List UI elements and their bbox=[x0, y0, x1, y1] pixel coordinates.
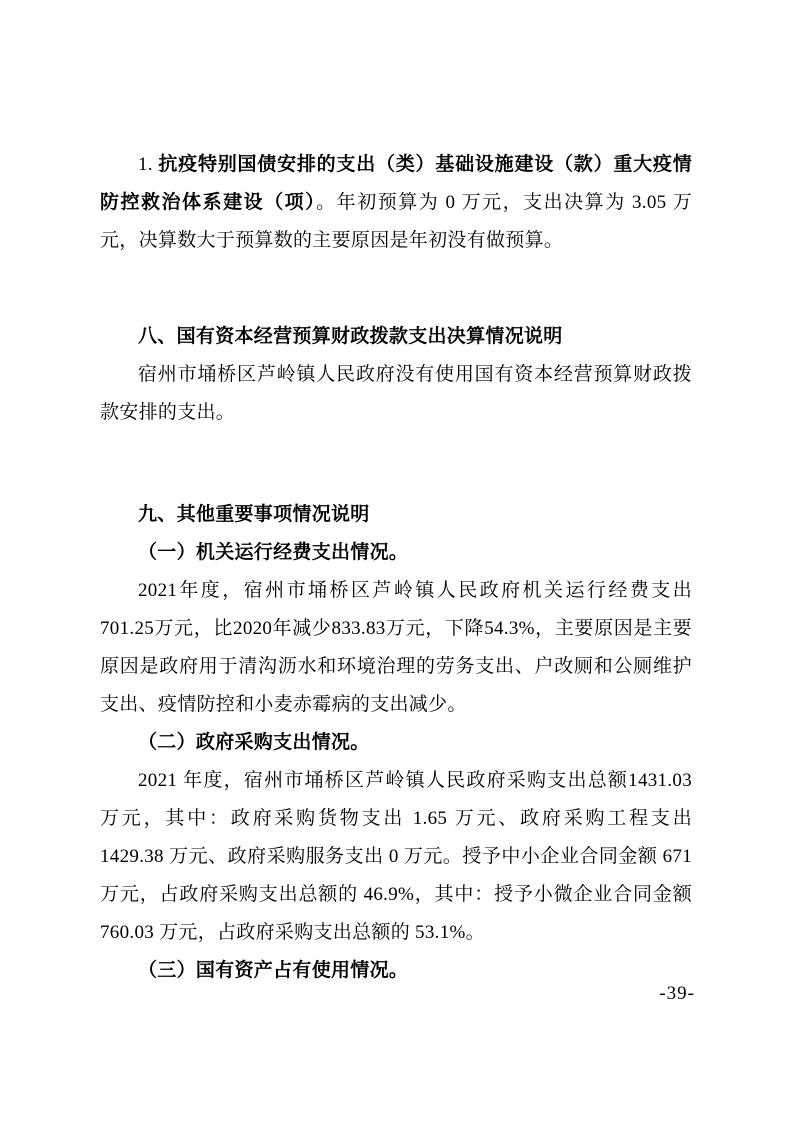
heading-sub3-state-owned-assets: （三）国有资产占有使用情况。 bbox=[138, 960, 409, 981]
vertical-gap bbox=[100, 260, 692, 318]
heading-sub2-government-procurement: （二）政府采购支出情况。 bbox=[138, 732, 370, 753]
paragraph-bold-lead: 抗疫特别国债安排的支出（类）基础设施建设（款）重大疫情防控救治体系建设（项） bbox=[100, 154, 692, 213]
heading-section-8: 八、国有资本经营预算财政拨款支出决算情况说明 bbox=[138, 326, 563, 347]
paragraph-regular-text: 。年初预算为 0 万元，支出决算为 3.05 万元，决算数大于预算数的主要原因是年初没有做预算。 bbox=[100, 192, 692, 251]
paragraph-section-8: 宿州市埇桥区芦岭镇人民政府没有使用国有资本经营预算财政拨款安排的支出。 bbox=[100, 364, 692, 423]
page-number: -39- bbox=[659, 983, 695, 1004]
list-item-number: 1. bbox=[138, 154, 159, 175]
document-content bbox=[100, 146, 692, 990]
heading-section-9: 九、其他重要事项情况说明 bbox=[138, 504, 370, 525]
heading-sub1-operating-expenses: （一）机关运行经费支出情况。 bbox=[138, 542, 409, 563]
paragraph-operating-expenses: 2021年度，宿州市埇桥区芦岭镇人民政府机关运行经费支出701.25万元，比2020年减少833.83万元，下降54.3%，主要原因是主要原因是政府用于清沟沥水和环境治理的劳务支出、户改厕和公厕维护支出、疫情防控和小麦赤霉病的支出减少。 bbox=[100, 580, 692, 715]
paragraph-anti-epidemic-bond bbox=[100, 146, 692, 260]
vertical-gap bbox=[100, 432, 692, 496]
paragraph-government-procurement: 2021 年度，宿州市埇桥区芦岭镇人民政府采购支出总额1431.03 万元，其中：政府采购货物支出 1.65 万元、政府采购工程支出 1429.38 万元、政府采购服务支出 0 万元。授予中小企业合同金额 671 万元，占政府采购支出总额的 46.9%，其中：授予小微企业合同金额 760.03 万元，占政府采购支出总额的 53.1%。 bbox=[100, 770, 692, 943]
